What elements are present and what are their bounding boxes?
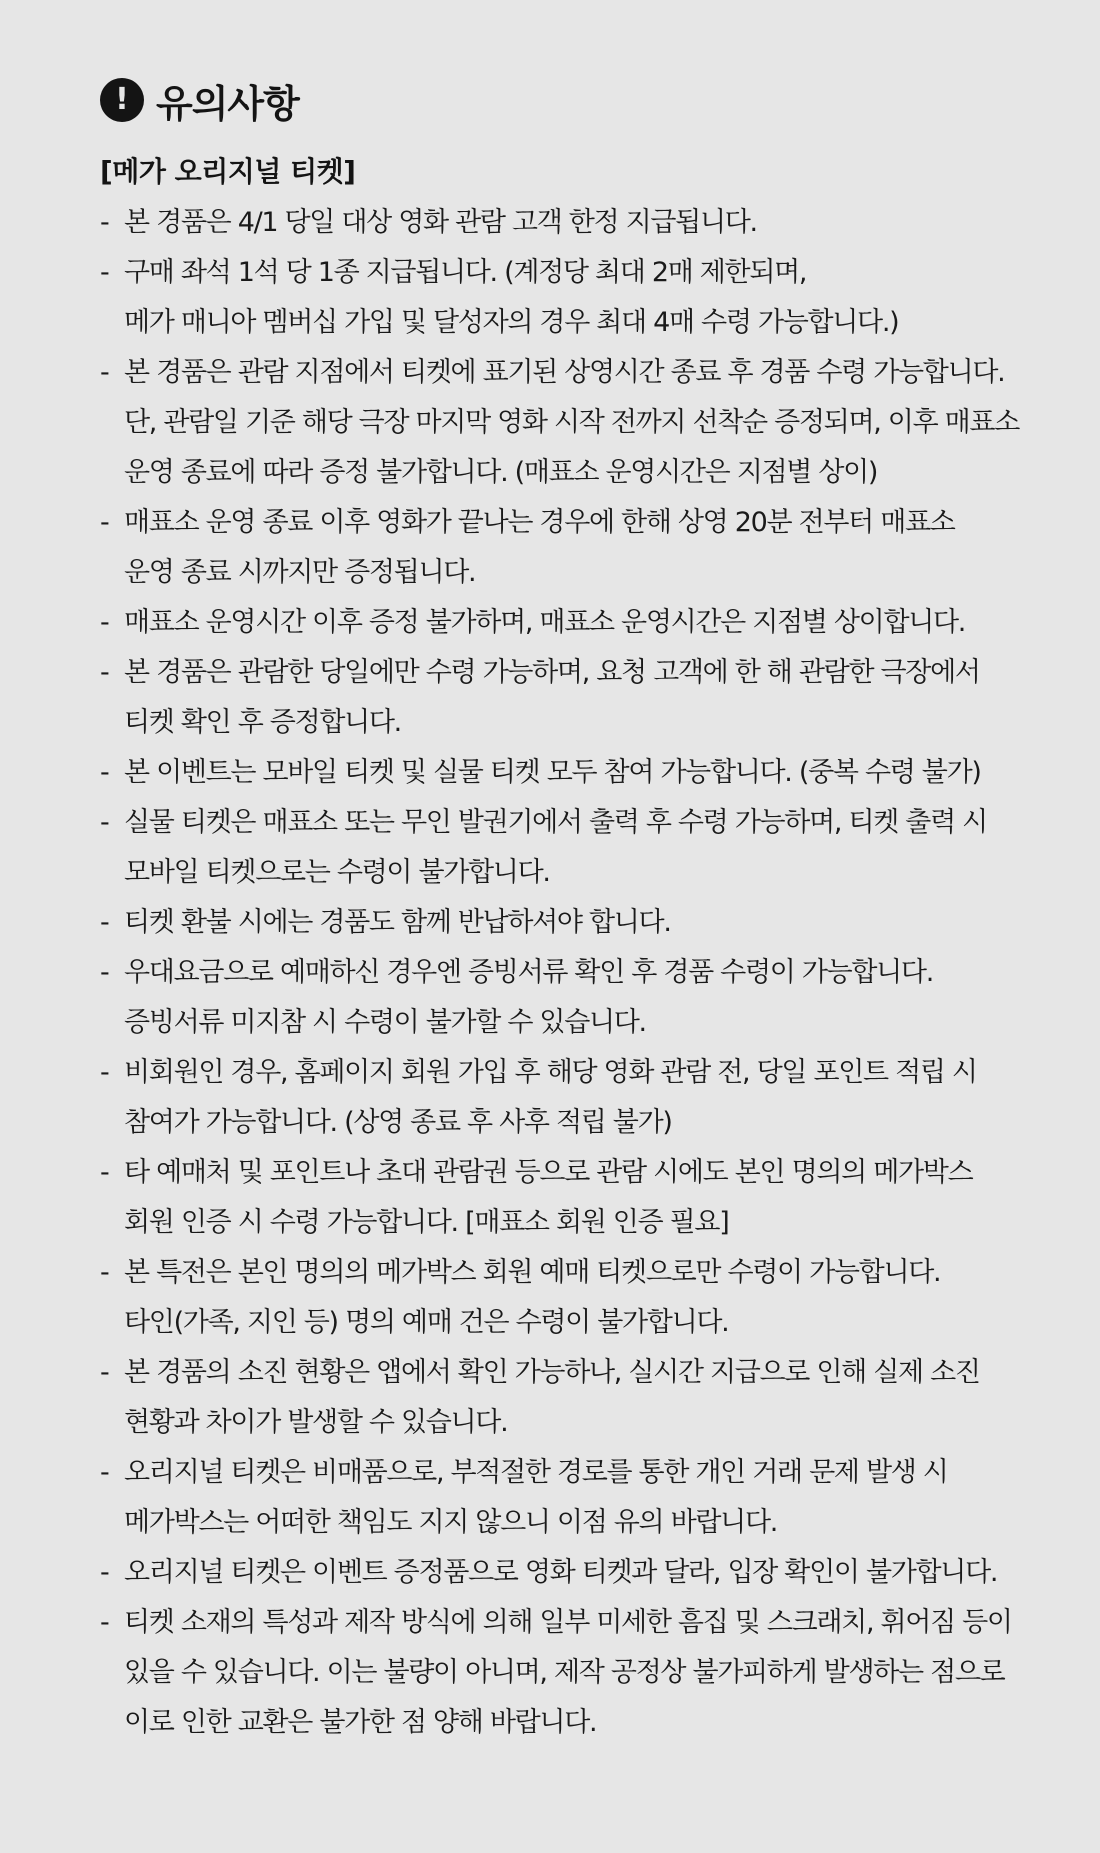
- dash-bullet: -: [100, 1257, 110, 1288]
- dash-bullet: -: [100, 1357, 110, 1388]
- notice-title: 유의사항: [156, 81, 299, 126]
- notice-item-text: [124, 1598, 1012, 1748]
- notice-item: [100, 598, 1040, 648]
- dash-bullet: -: [100, 1057, 110, 1088]
- notice-item: [100, 1048, 1040, 1148]
- notice-line: 참여가 가능합니다. (상영 종료 후 사후 적립 불가): [124, 1107, 672, 1138]
- notice-line: 본 경품의 소진 현황은 앱에서 확인 가능하나, 실시간 지급으로 인해 실제 소진: [124, 1357, 980, 1388]
- dash-bullet: -: [100, 907, 110, 938]
- notice-line: 증빙서류 미지참 시 수령이 불가할 수 있습니다.: [124, 1007, 646, 1038]
- notice-item-text: [124, 498, 955, 598]
- notice-item: [100, 248, 1040, 348]
- notice-line: 오리지널 티켓은 비매품으로, 부적절한 경로를 통한 개인 거래 문제 발생 시: [124, 1457, 948, 1488]
- exclamation-circle-icon: !: [100, 78, 144, 122]
- dash-bullet: -: [100, 257, 110, 288]
- notice-line: 본 경품은 관람한 당일에만 수령 가능하며, 요청 고객에 한 해 관람한 극장에서: [124, 657, 980, 688]
- notice-item: [100, 1598, 1040, 1748]
- notice-line: 타 예매처 및 포인트나 초대 관람권 등으로 관람 시에도 본인 명의의 메가박스: [124, 1157, 973, 1188]
- dash-bullet: -: [100, 357, 110, 388]
- notice-item-text: [124, 948, 933, 1048]
- notice-item: [100, 798, 1040, 898]
- notice-line: 티켓 환불 시에는 경품도 함께 반납하셔야 합니다.: [124, 907, 671, 938]
- dash-bullet: -: [100, 1457, 110, 1488]
- dash-bullet: -: [100, 957, 110, 988]
- notice-line: 회원 인증 시 수령 가능합니다. [매표소 회원 인증 필요]: [124, 1207, 729, 1238]
- notice-item-text: [124, 648, 980, 748]
- notice-item-text: [124, 598, 965, 648]
- notice-line: 구매 좌석 1석 당 1종 지급됩니다. (계정당 최대 2매 제한되며,: [124, 257, 807, 288]
- notice-line: 본 이벤트는 모바일 티켓 및 실물 티켓 모두 참여 가능합니다. (중복 수령 불가): [124, 757, 981, 788]
- notice-item-text: [124, 348, 1019, 498]
- dash-bullet: -: [100, 757, 110, 788]
- notice-item: [100, 898, 1040, 948]
- notice-line: 본 경품은 4/1 당일 대상 영화 관람 고객 한정 지급됩니다.: [124, 207, 757, 238]
- dash-bullet: -: [100, 607, 110, 638]
- notice-line: 티켓 소재의 특성과 제작 방식에 의해 일부 미세한 흠집 및 스크래치, 휘어짐 등이: [124, 1607, 1012, 1638]
- notice-item-text: [124, 1348, 980, 1448]
- notice-list: [100, 198, 1040, 1748]
- notice-line: 본 경품은 관람 지점에서 티켓에 표기된 상영시간 종료 후 경품 수령 가능합니다.: [124, 357, 1005, 388]
- notice-item: [100, 648, 1040, 748]
- notice-line: 이로 인한 교환은 불가한 점 양해 바랍니다.: [124, 1707, 597, 1738]
- notice-line: 본 특전은 본인 명의의 메가박스 회원 예매 티켓으로만 수령이 가능합니다.: [124, 1257, 941, 1288]
- dash-bullet: -: [100, 657, 110, 688]
- notice-line: 운영 종료에 따라 증정 불가합니다. (매표소 운영시간은 지점별 상이): [124, 457, 878, 488]
- notice-item: [100, 1148, 1040, 1248]
- notice-item-text: [124, 1548, 997, 1598]
- notice-line: 오리지널 티켓은 이벤트 증정품으로 영화 티켓과 달라, 입장 확인이 불가합니다.: [124, 1557, 998, 1588]
- notice-line: 매표소 운영 종료 이후 영화가 끝나는 경우에 한해 상영 20분 전부터 매표소: [124, 507, 955, 538]
- notice-item-text: [124, 248, 898, 348]
- dash-bullet: -: [100, 1157, 110, 1188]
- notice-line: 타인(가족, 지인 등) 명의 예매 건은 수령이 불가합니다.: [124, 1307, 729, 1338]
- dash-bullet: -: [100, 207, 110, 238]
- notice-line: 메가박스는 어떠한 책임도 지지 않으니 이점 유의 바랍니다.: [124, 1507, 778, 1538]
- notice-item: [100, 1548, 1040, 1598]
- notice-item-text: [124, 1048, 977, 1148]
- notice-item-text: [124, 748, 981, 798]
- notice-line: 우대요금으로 예매하신 경우엔 증빙서류 확인 후 경품 수령이 가능합니다.: [124, 957, 934, 988]
- notice-line: 티켓 확인 후 증정합니다.: [124, 707, 401, 738]
- notice-item-text: [124, 898, 671, 948]
- dash-bullet: -: [100, 507, 110, 538]
- notice-line: 모바일 티켓으로는 수령이 불가합니다.: [124, 857, 550, 888]
- notice-line: 메가 매니아 멤버십 가입 및 달성자의 경우 최대 4매 수령 가능합니다.): [124, 307, 899, 338]
- notice-item: [100, 348, 1040, 498]
- notice-item: [100, 948, 1040, 1048]
- notice-line: 비회원인 경우, 홈페이지 회원 가입 후 해당 영화 관람 전, 당일 포인트 적립 시: [124, 1057, 977, 1088]
- notice-item: [100, 1448, 1040, 1548]
- dash-bullet: -: [100, 807, 110, 838]
- dash-bullet: -: [100, 1557, 110, 1588]
- notice-item-text: [124, 1148, 972, 1248]
- section-title: [메가 오리지널 티켓]: [100, 155, 356, 188]
- notice-line: 단, 관람일 기준 해당 극장 마지막 영화 시작 전까지 선착순 증정되며, 이후 매표소: [124, 407, 1019, 438]
- notice-header: [100, 74, 1040, 126]
- notice-item: [100, 198, 1040, 248]
- notice-item-text: [124, 1448, 948, 1548]
- notice-item: [100, 1248, 1040, 1348]
- notice-line: 실물 티켓은 매표소 또는 무인 발권기에서 출력 후 수령 가능하며, 티켓 출력 시: [124, 807, 987, 838]
- notice-item-text: [124, 798, 987, 898]
- notice-line: 매표소 운영시간 이후 증정 불가하며, 매표소 운영시간은 지점별 상이합니다.: [124, 607, 966, 638]
- notice-item: [100, 1348, 1040, 1448]
- notice-item: [100, 498, 1040, 598]
- notice-item-text: [124, 198, 757, 248]
- notice-line: 있을 수 있습니다. 이는 불량이 아니며, 제작 공정상 불가피하게 발생하는 점으로: [124, 1657, 1005, 1688]
- notice-line: 운영 종료 시까지만 증정됩니다.: [124, 557, 476, 588]
- notice-item: [100, 748, 1040, 798]
- notice-item-text: [124, 1248, 940, 1348]
- dash-bullet: -: [100, 1607, 110, 1638]
- notice-line: 현황과 차이가 발생할 수 있습니다.: [124, 1407, 508, 1438]
